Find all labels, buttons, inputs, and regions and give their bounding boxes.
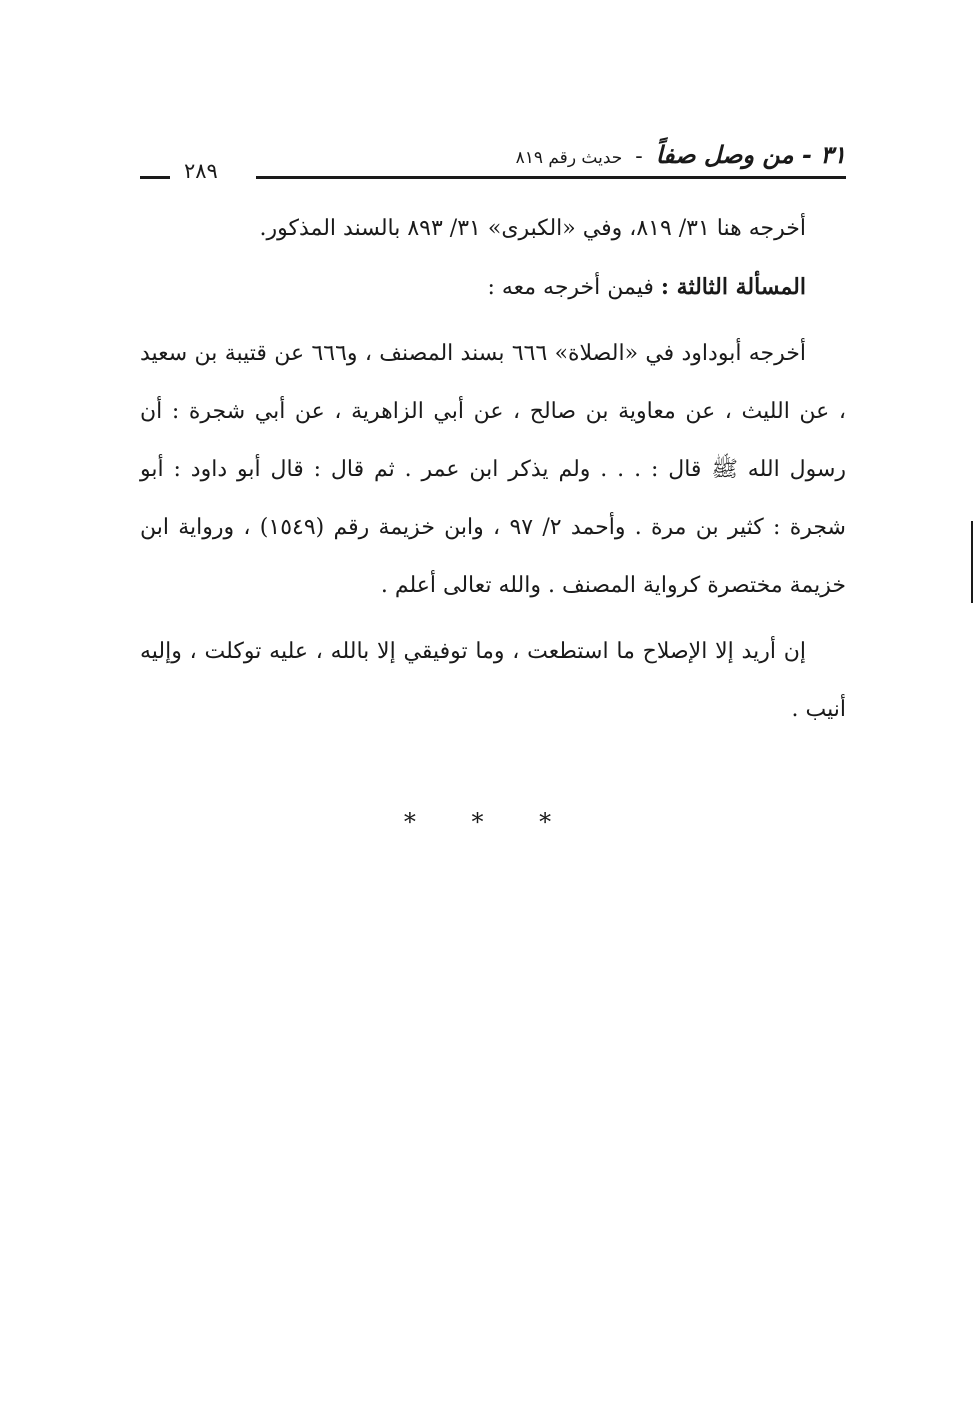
- hadith-number: حديث رقم ٨١٩: [515, 148, 623, 168]
- chapter-title: ٣١ - من وصل صفاً: [655, 140, 846, 169]
- paragraph-co-narrators: أخرجه أبوداود في «الصلاة» ٦٦٦ بسند المصنف ، و٦٦٦ عن قتيبة بن سعيد ، عن الليث ، عن معاوية بن صالح ، عن أبي الزاهرية ، عن أبي شجرة : أن رسول الله ﷺ قال : . . . ولم يذكر ابن عمر . ثم قال : قال أبو داود : أبو شجرة : كثير بن مرة . وأحمد ٢/ ٩٧ ، وابن خزيمة رقم (١٥٤٩) ، ورواية ابن خزيمة مختصرة كرواية المصنف . والله تعالى أعلم .: [140, 341, 846, 598]
- header-dash: [140, 176, 170, 179]
- header-rule: [256, 176, 846, 179]
- margin-mark: [971, 521, 973, 603]
- page-header: [140, 140, 846, 186]
- section-separator-stars: * * *: [403, 808, 576, 836]
- page-number: ٢٨٩: [184, 159, 218, 183]
- paragraph-closing-supplication: إن أريد إلا الإصلاح ما استطعت ، وما توفيقي إلا بالله ، عليه توكلت ، وإليه أنيب .: [140, 639, 846, 722]
- title-separator: -: [635, 144, 643, 169]
- paragraph-third-issue: [140, 258, 846, 317]
- paragraph-takhrij-here: أخرجه هنا ٣١/ ٨١٩، وفي «الكبرى» ٣١/ ٨٩٣ بالسند المذكور.: [259, 216, 806, 241]
- issue-heading: المسألة الثالثة :: [660, 274, 806, 300]
- page-body: [140, 200, 846, 739]
- running-title: [516, 140, 846, 173]
- issue-text: فيمن أخرجه معه :: [487, 275, 661, 300]
